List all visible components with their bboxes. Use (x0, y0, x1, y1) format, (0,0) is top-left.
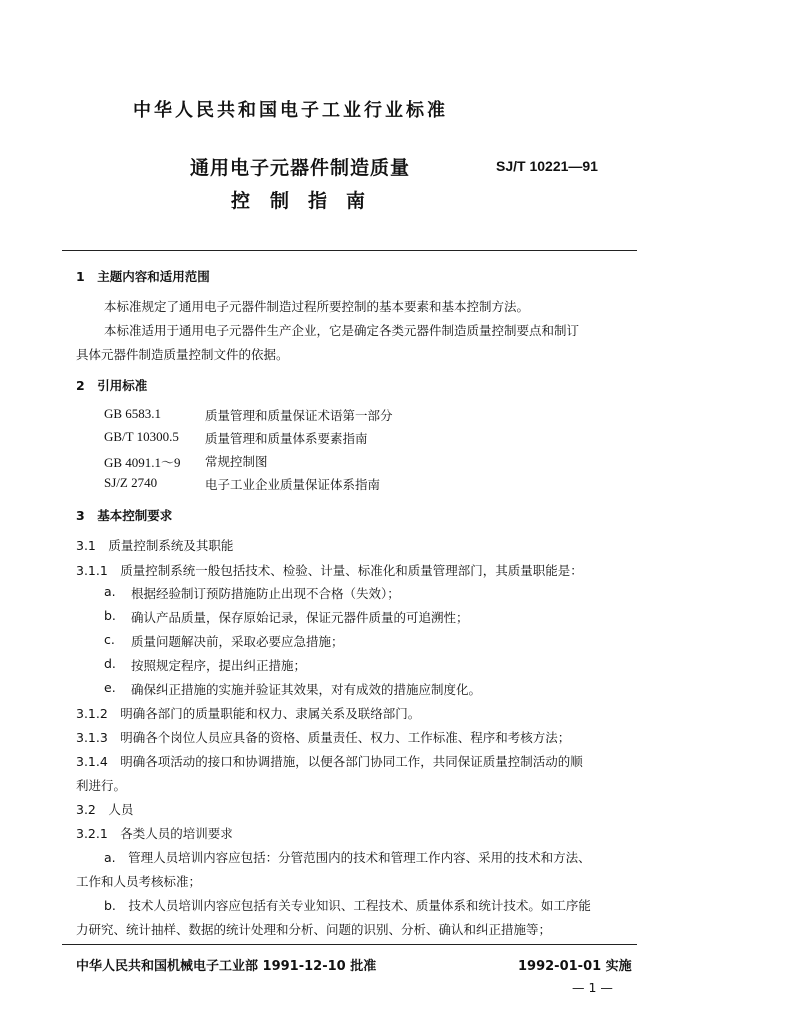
section-3-heading: 3 基本控制要求 (76, 508, 173, 523)
section-1-paragraph: 本标准适用于通用电子元器件生产企业，它是确定各类元器件制造质量控制要点和制订 (104, 323, 580, 338)
effective-date: 1992-01-01 实施 (518, 959, 632, 974)
reference-title: 质量管理和质量体系要素指南 (205, 431, 368, 446)
section-1-paragraph: 具体元器件制造质量控制文件的依据。 (76, 347, 289, 362)
title-char: 南 (346, 190, 366, 212)
reference-code: SJ/Z 2740 (104, 475, 158, 490)
list-item-text: 质量问题解决前，采取必要应急措施； (131, 634, 344, 649)
clause-3-1-4-cont: 利进行。 (76, 778, 127, 793)
reference-code: GB 6583.1 (104, 406, 162, 421)
clause-3-2-1-a: a. 管理人员培训内容应包括：分管范围内的技术和管理工作内容、采用的技术和方法、 (104, 850, 591, 865)
section-1-paragraph: 本标准规定了通用电子元器件制造过程所要控制的基本要素和基本控制方法。 (104, 299, 530, 314)
title-line-1: 通用电子元器件制造质量 (190, 157, 411, 179)
clause-3-1-4: 3.1.4 明确各项活动的接口和协调措施，以便各部门协同工作，共同保证质量控制活动的顺 (76, 754, 583, 769)
clause-3-1-2: 3.1.2 明确各部门的质量职能和权力、隶属关系及联络部门。 (76, 706, 421, 721)
clause-3-2-1-b: b. 技术人员培训内容应包括有关专业知识、工程技术、质量体系和统计技术。如工序能 (104, 898, 591, 913)
title-char: 指 (308, 190, 328, 212)
reference-code: GB/T 10300.5 (104, 429, 179, 444)
section-2-heading: 2 引用标准 (76, 378, 148, 393)
list-item-mark: e. (104, 680, 116, 695)
list-item-mark: b. (104, 608, 116, 623)
clause-3-1-3: 3.1.3 明确各个岗位人员应具备的资格、质量责任、权力、工作标准、程序和考核方法； (76, 730, 571, 745)
list-item-mark: a. (104, 584, 116, 599)
reference-title: 电子工业企业质量保证体系指南 (205, 477, 381, 492)
list-item-text: 确保纠正措施的实施并验证其效果，对有成效的措施应制度化。 (131, 682, 482, 697)
subsection-heading: 3.2 人员 (76, 802, 134, 817)
approval-line: 中华人民共和国机械电子工业部 1991-12-10 批准 (76, 959, 377, 974)
section-1-heading: 1 主题内容和适用范围 (76, 269, 210, 284)
list-item-text: 确认产品质量，保存原始记录，保证元器件质量的可追溯性； (131, 610, 469, 625)
footer-divider (62, 944, 637, 945)
reference-code: GB 4091.1～9 (104, 455, 181, 470)
standard-header: 中华人民共和国电子工业行业标准 (133, 100, 448, 121)
standard-code: SJ/T 10221—91 (496, 158, 598, 174)
list-item-mark: c. (104, 632, 115, 647)
list-item-text: 按照规定程序，提出纠正措施； (131, 658, 307, 673)
page-number: — 1 — (572, 980, 613, 995)
header-divider (62, 250, 637, 251)
list-item-text: 根据经验制订预防措施防止出现不合格（失效）； (131, 586, 400, 601)
clause-3-2-1: 3.2.1 各类人员的培训要求 (76, 826, 233, 841)
clause-3-1-1: 3.1.1 质量控制系统一般包括技术、检验、计量、标准化和质量管理部门，其质量职能是： (76, 563, 583, 578)
title-char: 控 (231, 190, 251, 212)
reference-title: 常规控制图 (205, 454, 268, 469)
reference-title: 质量管理和质量保证术语第一部分 (205, 408, 393, 423)
clause-3-2-1-a-cont: 工作和人员考核标准； (76, 874, 202, 889)
subsection-heading: 3.1 质量控制系统及其职能 (76, 538, 234, 553)
list-item-mark: d. (104, 656, 116, 671)
title-char: 制 (270, 190, 290, 212)
clause-3-2-1-b-cont: 力研究、统计抽样、数据的统计处理和分析、问题的识别、分析、确认和纠正措施等； (76, 922, 552, 937)
